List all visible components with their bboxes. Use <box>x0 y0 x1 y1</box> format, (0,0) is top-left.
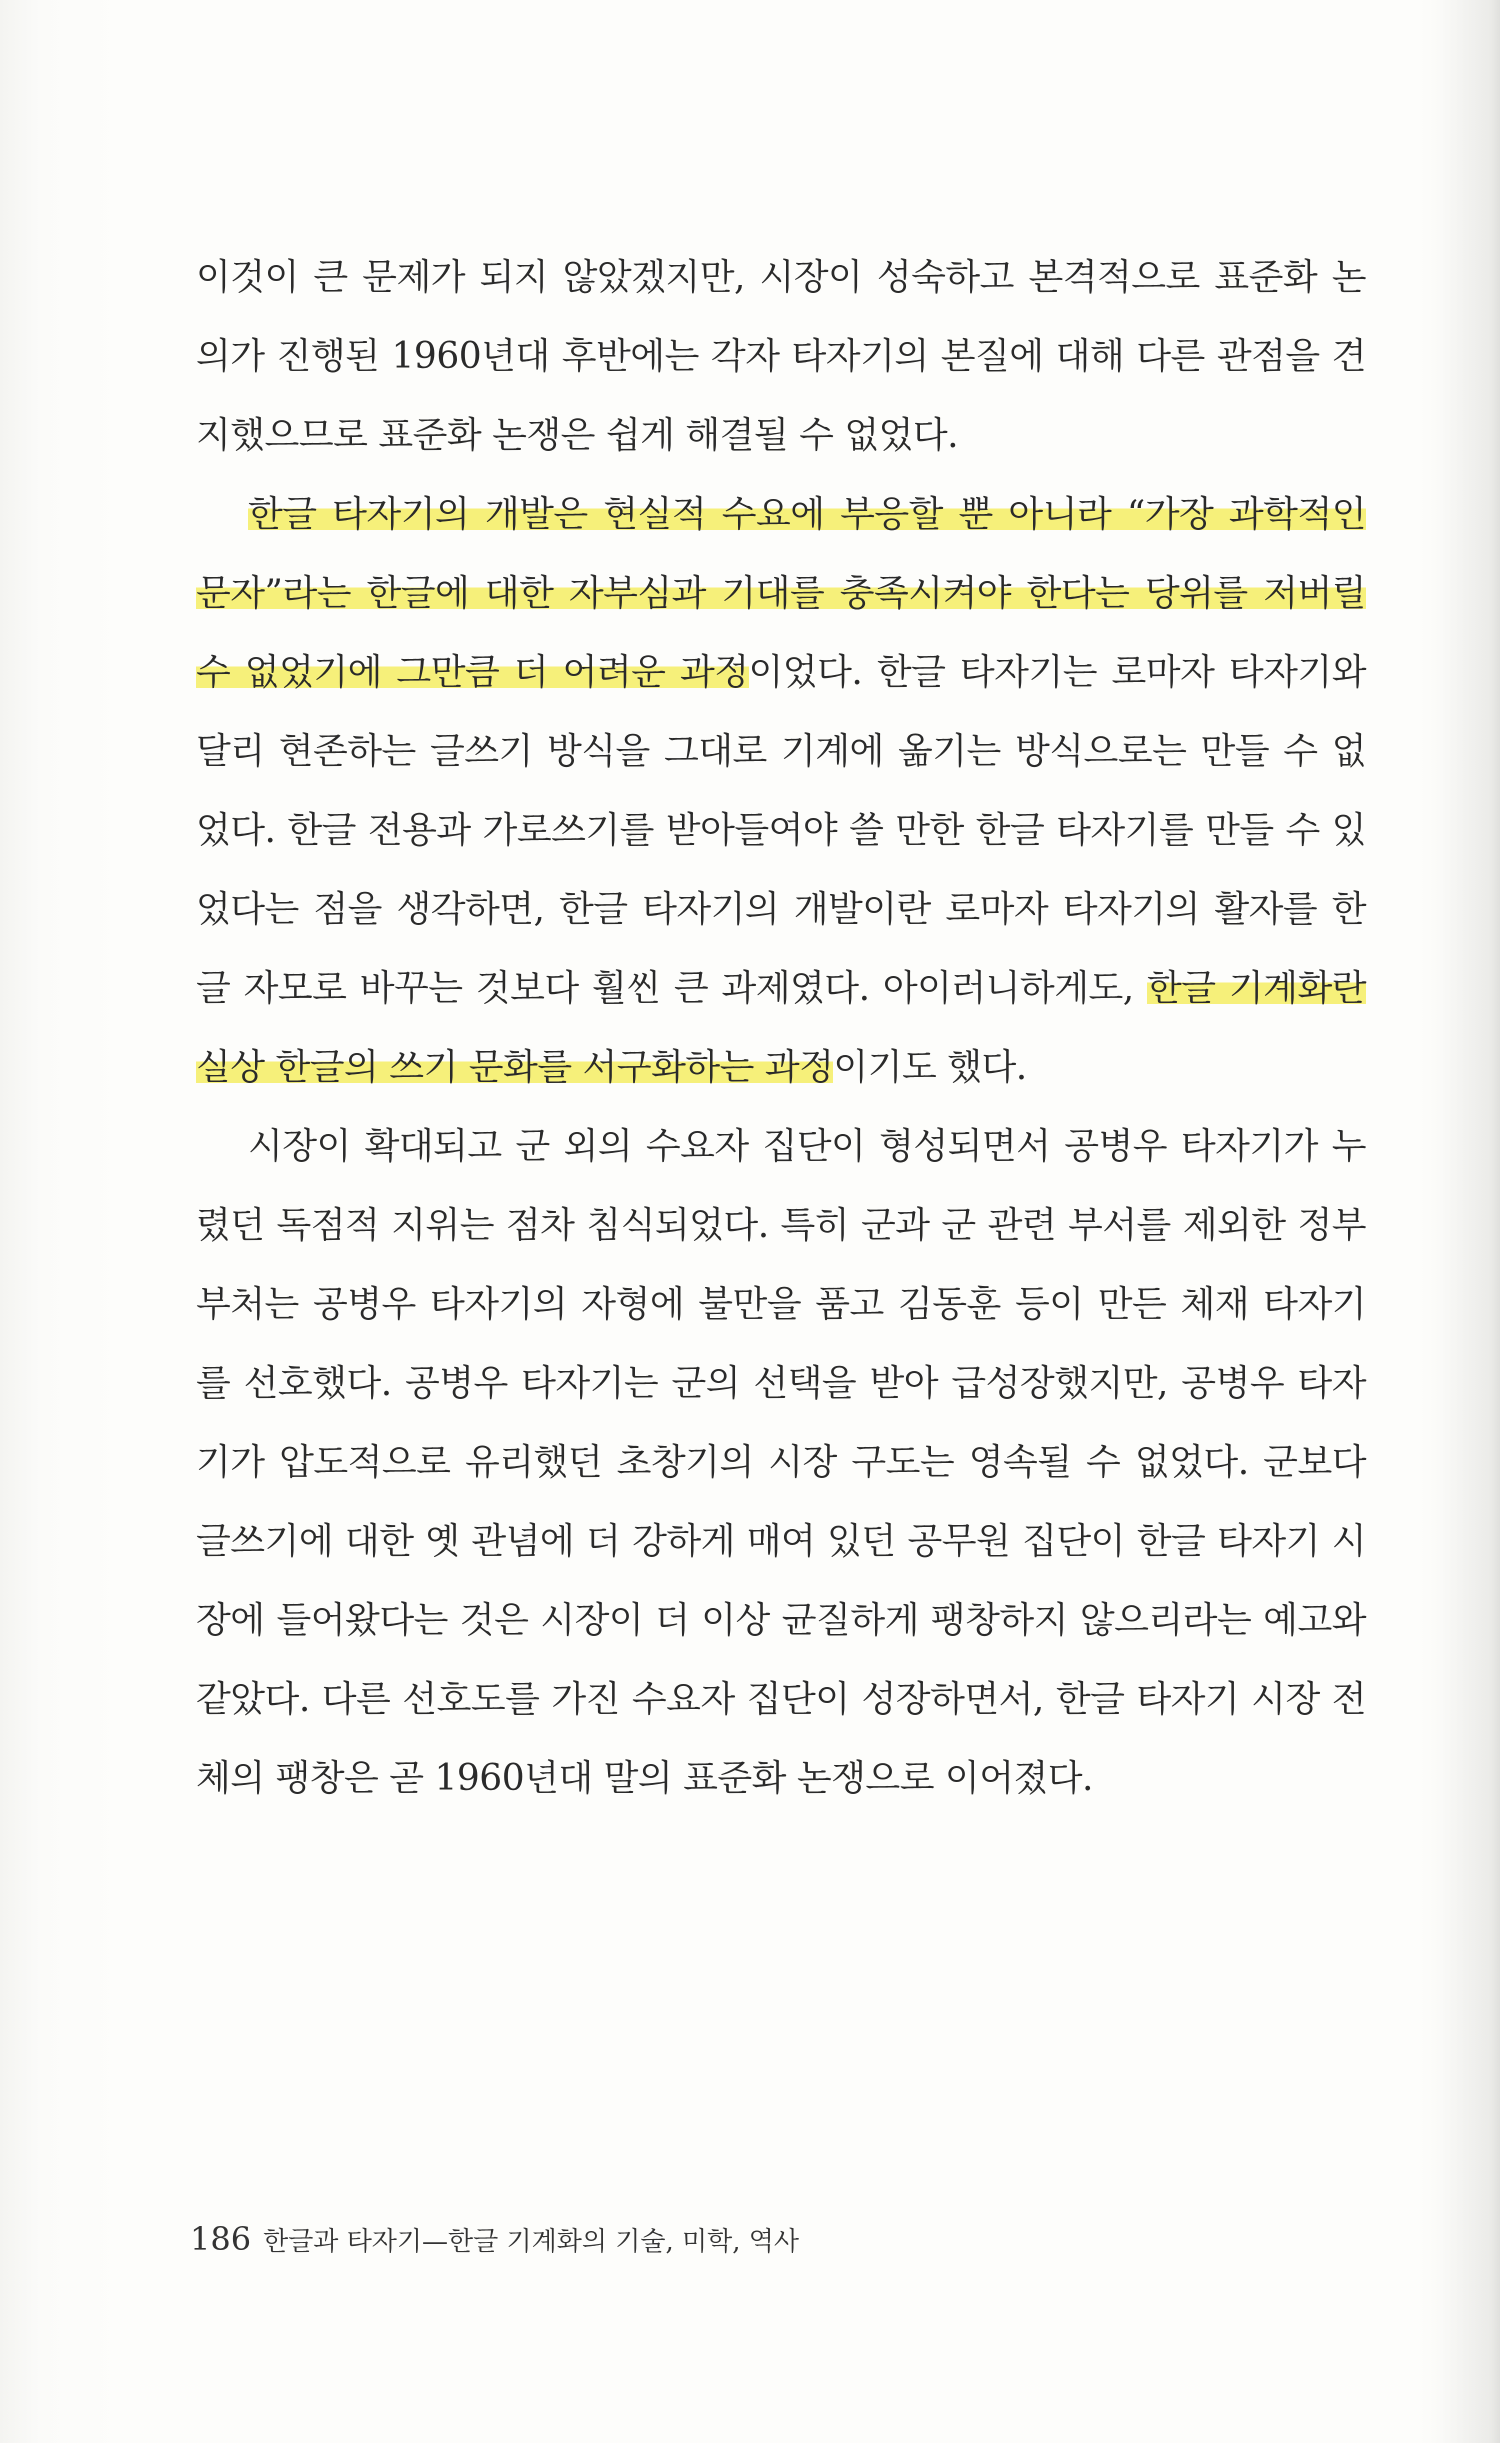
paragraph <box>196 1107 1366 1818</box>
highlighted-text: 한글 타자기의 개발은 현실적 수요에 부응할 뿐 아니라 “가장 과학적인 문자”라는 한글에 대한 자부심과 기대를 충족시켜야 한다는 당위를 저버릴 수 없었기에 그만큼 더 어려운 과정 <box>196 494 1366 693</box>
paragraph <box>196 238 1366 475</box>
page-edge-shadow <box>1440 0 1500 2443</box>
body-text <box>196 238 1366 1818</box>
text-segment: 이기도 했다. <box>833 1047 1027 1088</box>
text-segment: 이었다. 한글 타자기는 로마자 타자기와 달리 현존하는 글쓰기 방식을 그대로 기계에 옮기는 방식으로는 만들 수 없었다. 한글 전용과 가로쓰기를 받아들여야 쓸 만한 한글 타자기를 만들 수 있었다는 점을 생각하면, 한글 타자기의 개발이란 로마자 타자기의 활자를 한글 자모로 바꾸는 것보다 훨씬 큰 과제였다. 아이러니하게도, <box>196 652 1366 1009</box>
book-title: 한글과 타자기—한글 기계화의 기술, 미학, 역사 <box>263 2227 800 2257</box>
text-segment: 시장이 확대되고 군 외의 수요자 집단이 형성되면서 공병우 타자기가 누렸던 독점적 지위는 점차 침식되었다. 특히 군과 군 관련 부서를 제외한 정부 부처는 공병우 타자기의 자형에 불만을 품고 김동훈 등이 만든 체재 타자기를 선호했다. 공병우 타자기는 군의 선택을 받아 급성장했지만, 공병우 타자기가 압도적으로 유리했던 초창기의 시장 구도는 영속될 수 없었다. 군보다 글쓰기에 대한 옛 관념에 더 강하게 매여 있던 공무원 집단이 한글 타자기 시장에 들어왔다는 것은 시장이 더 이상 균질하게 팽창하지 않으리라는 예고와 같았다. 다른 선호도를 가진 수요자 집단이 성장하면서, 한글 타자기 시장 전체의 팽창은 곧 1960년대 말의 표준화 논쟁으로 이어졌다. <box>196 1126 1366 1799</box>
page-number: 186 <box>190 2220 252 2258</box>
text-segment: 이것이 큰 문제가 되지 않았겠지만, 시장이 성숙하고 본격적으로 표준화 논의가 진행된 1960년대 후반에는 각자 타자기의 본질에 대해 다른 관점을 견지했으므로 표준화 논쟁은 쉽게 해결될 수 없었다. <box>196 257 1366 456</box>
page-footer <box>190 2220 799 2258</box>
highlighted-text: 한글 기계화란 실상 한글의 쓰기 문화를 서구화하는 과정 <box>196 968 1367 1088</box>
paragraph <box>196 475 1366 1107</box>
